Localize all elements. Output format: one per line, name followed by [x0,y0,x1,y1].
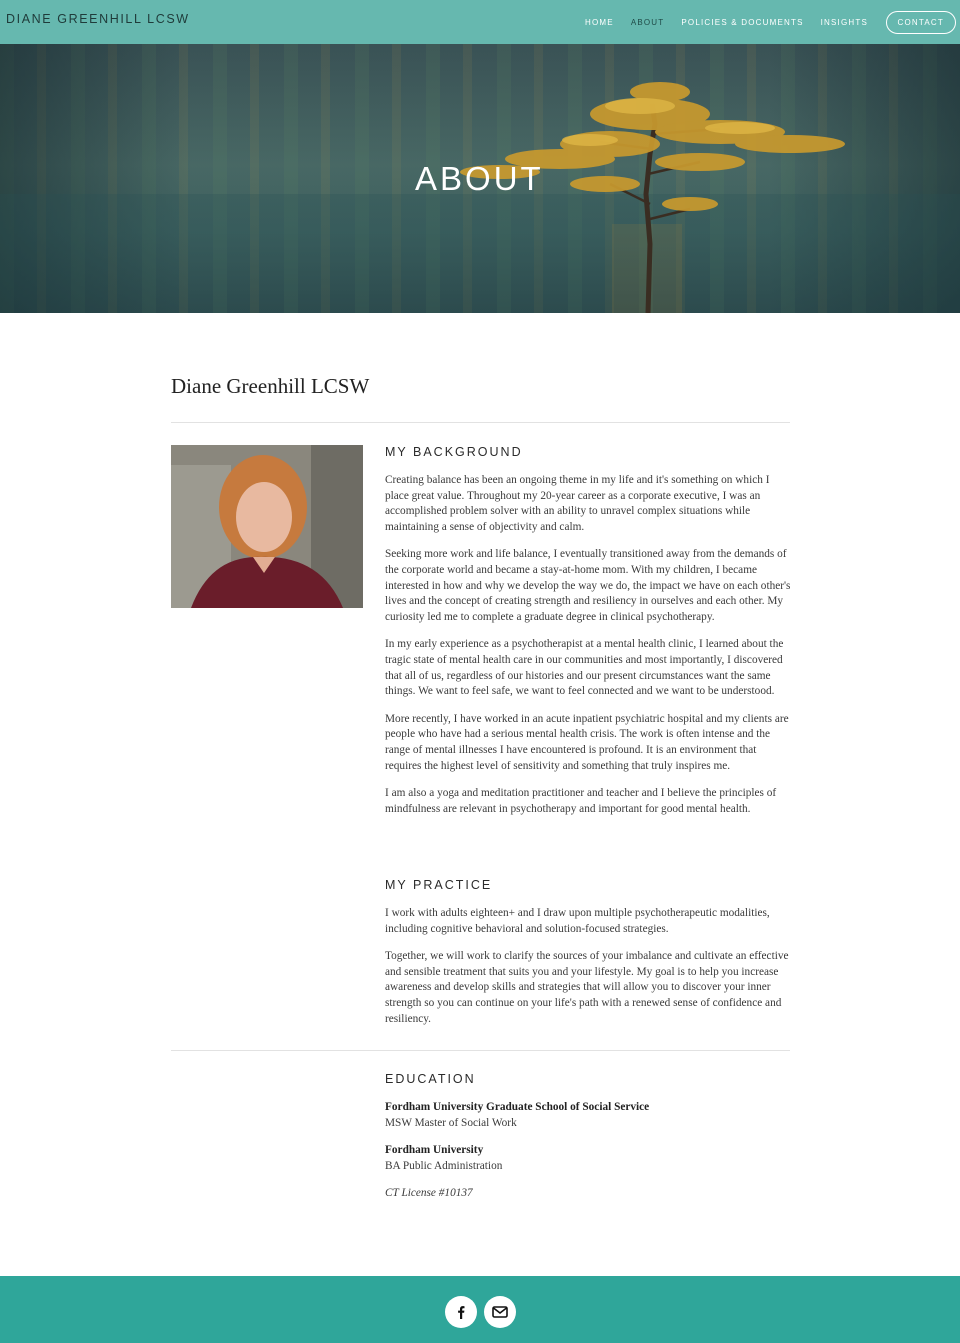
page-title: Diane Greenhill LCSW [171,374,370,398]
contact-button[interactable]: CONTACT [886,11,956,34]
portrait-photo [171,445,363,608]
degree: MSW Master of Social Work [385,1116,517,1129]
paragraph: Together, we will work to clarify the sources of your imbalance and cultivate an effective and sensible treatment that suits you and your lifestyle. My goal is to help you increase awareness and develop skills and strategies that will allow you to discover your inner strength so you can continue on your life's path with a renewed sense of confidence and resiliency. [385,950,789,1025]
section-title-education: EDUCATION [385,1072,476,1086]
section-title-practice: MY PRACTICE [385,878,493,892]
facebook-icon[interactable] [445,1296,477,1328]
site-title-link[interactable]: DIANE GREENHILL LCSW [6,12,190,26]
divider [171,1050,790,1051]
paragraph: I work with adults eighteen+ and I draw upon multiple psychotherapeutic modalities, including cognitive behavioral and solution-focused strategies. [385,907,770,935]
degree: BA Public Administration [385,1159,503,1172]
hero-title: ABOUT [415,160,544,197]
paragraph: I am also a yoga and meditation practitioner and teacher and I believe the principles of mindfulness are relevant in psychotherapy and important for good mental health. [385,787,777,815]
paragraph: Creating balance has been an ongoing theme in my life and it's something on which I place great value. Throughout my 20-year career as a corporate executive, I was an accomplished problem solver with an ability to unravel complex situations while maintaining a sense of objectivity and calm. [385,474,770,533]
nav-insights[interactable]: INSIGHTS [820,17,869,27]
school-name: Fordham University Graduate School of Social Service [385,1101,650,1113]
paragraph: Seeking more work and life balance, I eventually transitioned away from the demands of the corporate world and became a stay-at-home mom. With my children, I became interested in how and why we develop the way we do, the impact we have on each other's lives and the concept of creating strength and resiliency in ourselves and each other. My curiosity led me to complete a graduate degree in clinical psychotherapy. [385,548,791,623]
nav-about[interactable]: ABOUT [630,17,665,27]
education-section [385,1072,791,1202]
footer [0,1276,960,1343]
practice-section [385,878,791,1027]
nav-policies-documents[interactable]: POLICIES & DOCUMENTS [681,17,804,27]
paragraph: In my early experience as a psychotherapist at a mental health clinic, I learned about the tragic state of mental health care in our communities and most importantly, I discovered that all of us, regardless of our histories and our present circumstances want the same things. We want to feel safe, we want to feel connected and we want to be understood. [385,638,784,698]
nav-home[interactable]: HOME [585,17,614,27]
top-navigation-bar [0,0,960,44]
section-title-background: MY BACKGROUND [385,445,523,459]
school-name: Fordham University [385,1144,484,1157]
divider [171,422,790,423]
hero-banner [0,44,960,313]
background-section [385,445,791,817]
email-icon[interactable] [484,1296,516,1328]
paragraph: More recently, I have worked in an acute inpatient psychiatric hospital and my clients are people who have had a serious mental health crisis. The work is often intense and the range of mental illnesses I have encountered is profound. It is an environment that requires the highest level of sensitivity and something that truly inspires me. [385,712,789,772]
main-nav [577,0,957,44]
license-number: CT License #10137 [385,1187,473,1200]
